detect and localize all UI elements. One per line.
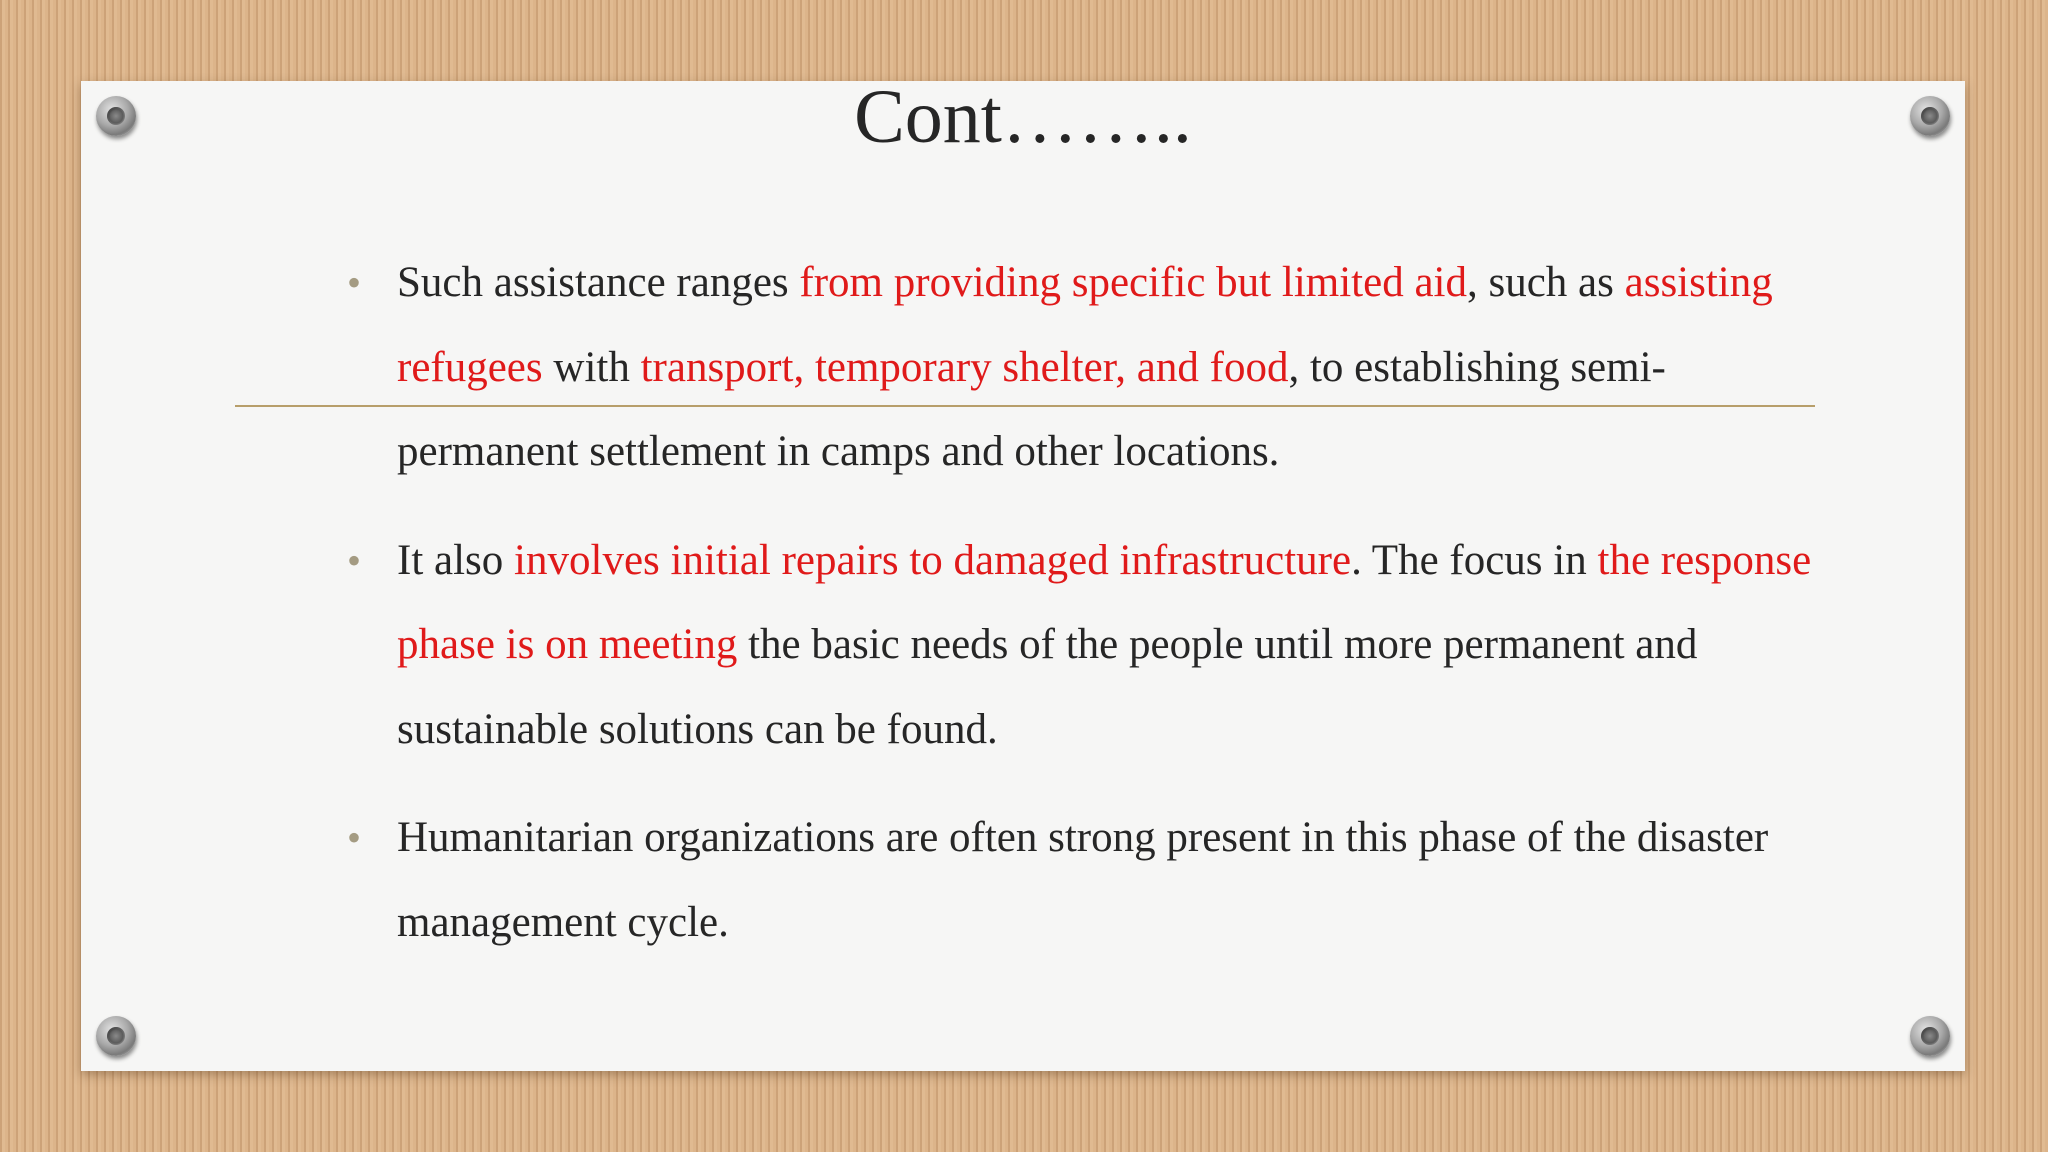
bullet-icon: • xyxy=(347,537,362,583)
bullet-list xyxy=(347,241,1817,989)
text-segment: Humanitarian organizations are often strong present in this phase of the disaster management cycle. xyxy=(397,814,1769,946)
highlighted-text: from providing specific but limited aid xyxy=(799,259,1467,306)
text-segment: . The focus in xyxy=(1351,536,1598,584)
text-segment: Such assistance ranges xyxy=(397,259,800,306)
highlighted-text: assisting refugees xyxy=(397,259,1773,391)
slide-card xyxy=(81,75,1965,1071)
bullet-icon: • xyxy=(347,260,362,305)
highlighted-text: involves initial repairs to damaged infrastructure xyxy=(514,536,1352,584)
highlighted-text: the response phase is on meeting xyxy=(397,536,1812,668)
text-segment: , such as xyxy=(1466,259,1625,306)
highlighted-text: transport, temporary shelter, and food xyxy=(640,343,1289,391)
text-segment: , to establishing semi-permanent settlement in camps and other locations. xyxy=(397,343,1666,475)
bullet-item xyxy=(347,519,1817,773)
pin-icon xyxy=(1910,1016,1950,1056)
bullet-icon: • xyxy=(347,815,362,860)
bullet-item xyxy=(347,241,1817,495)
slide-title: Cont…….. xyxy=(854,75,1192,159)
bullet-item xyxy=(347,796,1817,965)
text-segment: with xyxy=(542,343,641,391)
pin-icon xyxy=(96,1016,136,1056)
text-segment: It also xyxy=(397,536,515,584)
text-segment: the basic needs of the people until more permanent and sustainable solutions can be found. xyxy=(397,621,1698,753)
